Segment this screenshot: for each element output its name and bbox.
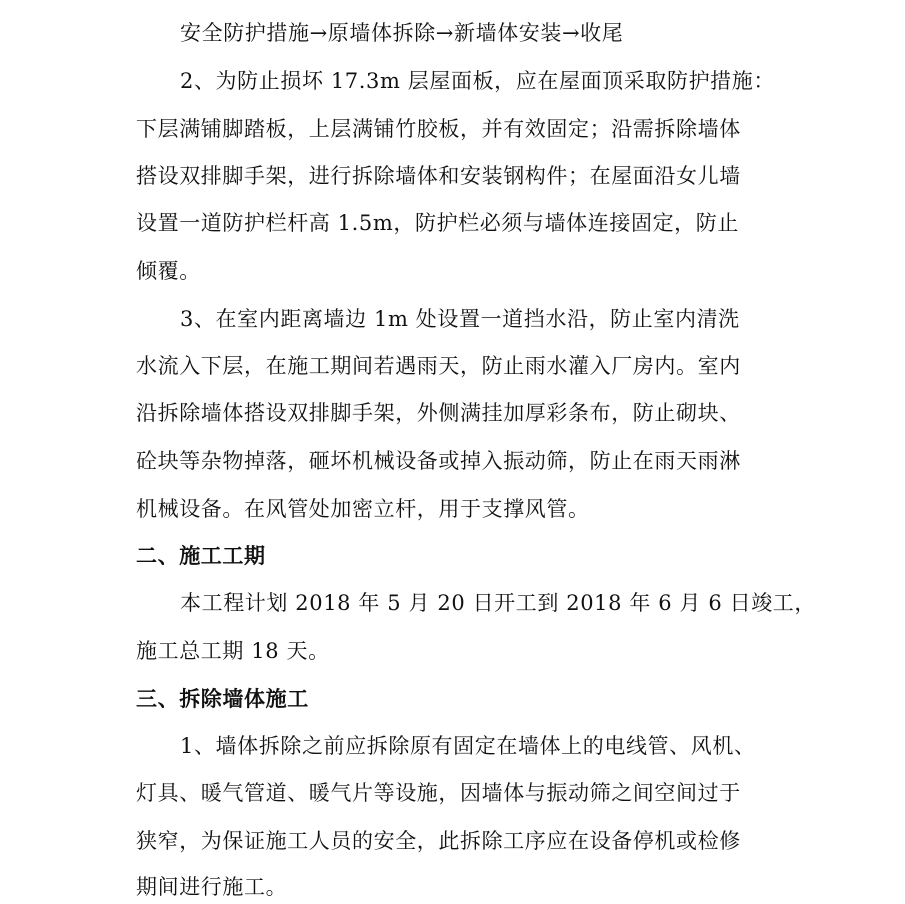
paragraph-line: 设置一道防护栏杆高 1.5m，防护栏必须与墙体连接固定，防止 bbox=[136, 211, 739, 235]
paragraph-line: 砼块等杂物掉落，砸坏机械设备或掉入振动筛，防止在雨天雨淋 bbox=[136, 449, 741, 473]
paragraph-line: 倾覆。 bbox=[136, 259, 201, 283]
paragraph-line: 水流入下层，在施工期间若遇雨天，防止雨水灌入厂房内。室内 bbox=[136, 354, 741, 378]
paragraph-line: 安全防护措施→原墙体拆除→新墙体安装→收尾 bbox=[180, 21, 624, 45]
paragraph-line: 搭设双排脚手架，进行拆除墙体和安装钢构件；在屋面沿女儿墙 bbox=[136, 164, 741, 188]
paragraph-line: 灯具、暖气管道、暖气片等设施，因墙体与振动筛之间空间过于 bbox=[136, 781, 741, 805]
paragraph-line: 1、墙体拆除之前应拆除原有固定在墙体上的电线管、风机、 bbox=[180, 734, 756, 758]
section-heading: 三、拆除墙体施工 bbox=[136, 686, 309, 711]
paragraph-line: 下层满铺脚踏板，上层满铺竹胶板，并有效固定；沿需拆除墙体 bbox=[136, 117, 741, 141]
paragraph-line: 本工程计划 2018 年 5 月 20 日开工到 2018 年 6 月 6 日竣工， bbox=[180, 591, 816, 615]
section-heading: 二、施工工期 bbox=[136, 543, 266, 568]
paragraph-line: 2、为防止损坏 17.3m 层屋面板，应在屋面顶采取防护措施： bbox=[180, 69, 775, 93]
paragraph-line: 施工总工期 18 天。 bbox=[136, 639, 330, 663]
paragraph-line: 沿拆除墙体搭设双排脚手架，外侧满挂加厚彩条布，防止砌块、 bbox=[136, 401, 741, 425]
paragraph-line: 期间进行施工。 bbox=[136, 875, 288, 899]
paragraph-line: 狭窄，为保证施工人员的安全，此拆除工序应在设备停机或检修 bbox=[136, 829, 741, 853]
paragraph-line: 机械设备。在风管处加密立杆，用于支撑风管。 bbox=[136, 497, 590, 521]
paragraph-line: 3、在室内距离墙边 1m 处设置一道挡水沿，防止室内清洗 bbox=[180, 307, 740, 331]
